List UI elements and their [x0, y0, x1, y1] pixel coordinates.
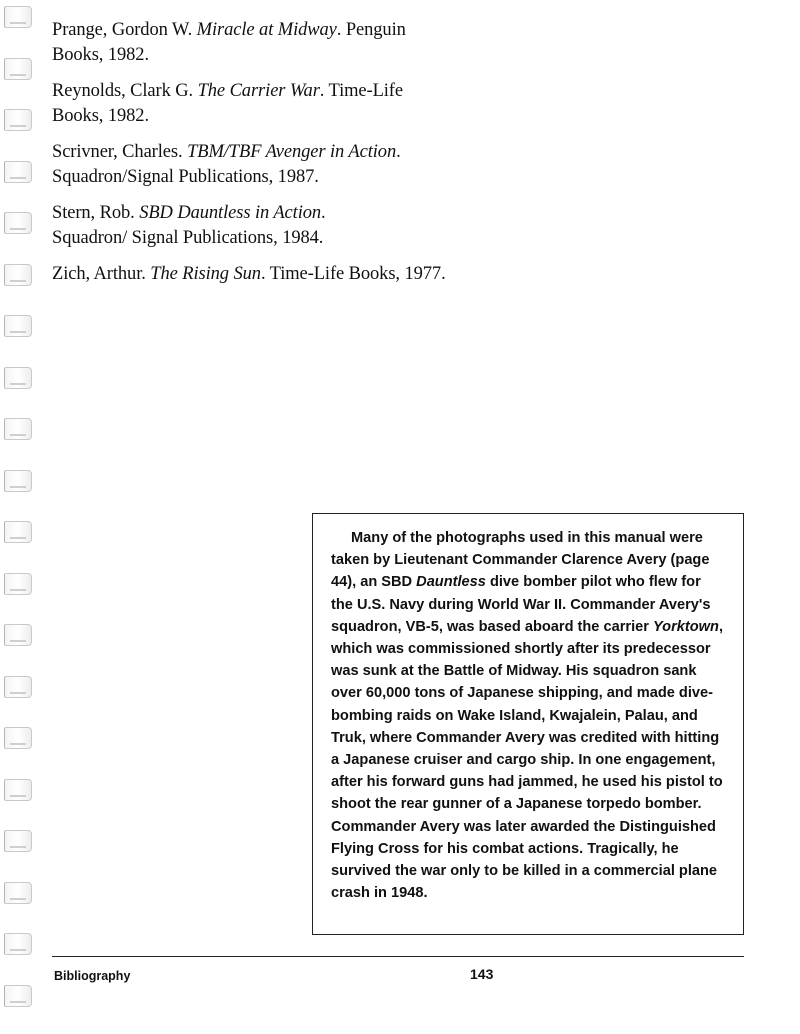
- entry-author: Stern, Rob.: [52, 203, 135, 223]
- footer-rule: [52, 956, 744, 957]
- entry-publisher-line2: Books, 1982.: [52, 106, 149, 126]
- footer-section-title: Bibliography: [54, 969, 131, 983]
- binding-ring: [4, 521, 32, 543]
- photo-credit-note-text: [331, 527, 725, 904]
- note-text-part: dive bomber pilot who flew for the U.S. Navy during World War II. Commander Avery's squadron, VB-5, was based aboard the carrier: [331, 574, 711, 635]
- binding-ring: [4, 933, 32, 955]
- binding-ring: [4, 6, 32, 28]
- photo-credit-note-box: [312, 513, 744, 935]
- entry-publisher: . Time-Life Books, 1977.: [260, 264, 446, 284]
- entry-title: SBD Dauntless in Action: [139, 203, 322, 223]
- entry-author: Scrivner, Charles.: [52, 142, 183, 162]
- entry-title: TBM/TBF Avenger in Action: [187, 142, 397, 162]
- binding-ring: [4, 985, 32, 1007]
- entry-author: Prange, Gordon W.: [52, 20, 193, 40]
- entry-title: The Carrier War: [197, 81, 320, 101]
- note-italic-yorktown: Yorktown: [652, 618, 719, 635]
- binding-ring: [4, 212, 32, 234]
- binding-ring: [4, 779, 32, 801]
- binding-ring: [4, 264, 32, 286]
- binding-ring: [4, 882, 32, 904]
- entry-title: Miracle at Midway: [196, 20, 337, 40]
- binding-ring: [4, 727, 32, 749]
- bibliography-entry: [52, 18, 532, 68]
- binding-ring: [4, 830, 32, 852]
- binding-ring: [4, 109, 32, 131]
- binding-ring: [4, 58, 32, 80]
- note-text-part: , which was commissioned shortly after its predecessor was sunk at the Battle of Midway. His squadron sank over 60,000 tons of Japanese shipping, and made dive-bombing raids on Wake Island, Kwajalein, Palau, and Truk, where Commander Avery was credited with hitting a Japanese cruiser and cargo ship. In one engagement, after his forward guns had jammed, he used his pistol to shoot the rear gunner of a Japanese torpedo bomber. Commander Avery was later awarded the Distinguished Flying Cross for his combat actions. Tragically, he survived the war only to be killed in a commercial plane crash in 1948.: [331, 618, 723, 902]
- binding-ring: [4, 161, 32, 183]
- note-text-part: Many of the photographs used in this manual were taken by Lieutenant Commander Clarence Avery (page 44), an SBD: [331, 530, 710, 591]
- entry-author: Zich, Arthur.: [52, 264, 146, 284]
- binding-ring: [4, 470, 32, 492]
- entry-title: The Rising Sun: [150, 264, 261, 284]
- bibliography-entry: [52, 79, 532, 129]
- binding-ring: [4, 676, 32, 698]
- binding-ring: [4, 315, 32, 337]
- bibliography-entry: [52, 262, 532, 287]
- binding-ring: [4, 624, 32, 646]
- entry-publisher-line2: Squadron/Signal Publications, 1987.: [52, 167, 319, 187]
- bibliography-list: [52, 18, 532, 298]
- entry-publisher: . Time-Life: [319, 81, 403, 101]
- entry-publisher: . Penguin: [336, 20, 406, 40]
- entry-publisher: .: [396, 142, 401, 162]
- binding-ring: [4, 367, 32, 389]
- spiral-binding: [0, 0, 40, 1034]
- page-number: 143: [470, 966, 494, 982]
- binding-ring: [4, 418, 32, 440]
- binding-ring: [4, 573, 32, 595]
- note-italic-dauntless: Dauntless: [416, 574, 486, 591]
- entry-publisher-line2: Squadron/ Signal Publications, 1984.: [52, 228, 324, 248]
- bibliography-entry: [52, 140, 532, 190]
- bibliography-entry: [52, 201, 532, 251]
- entry-publisher-line2: Books, 1982.: [52, 45, 149, 65]
- entry-publisher: .: [321, 203, 326, 223]
- entry-author: Reynolds, Clark G.: [52, 81, 194, 101]
